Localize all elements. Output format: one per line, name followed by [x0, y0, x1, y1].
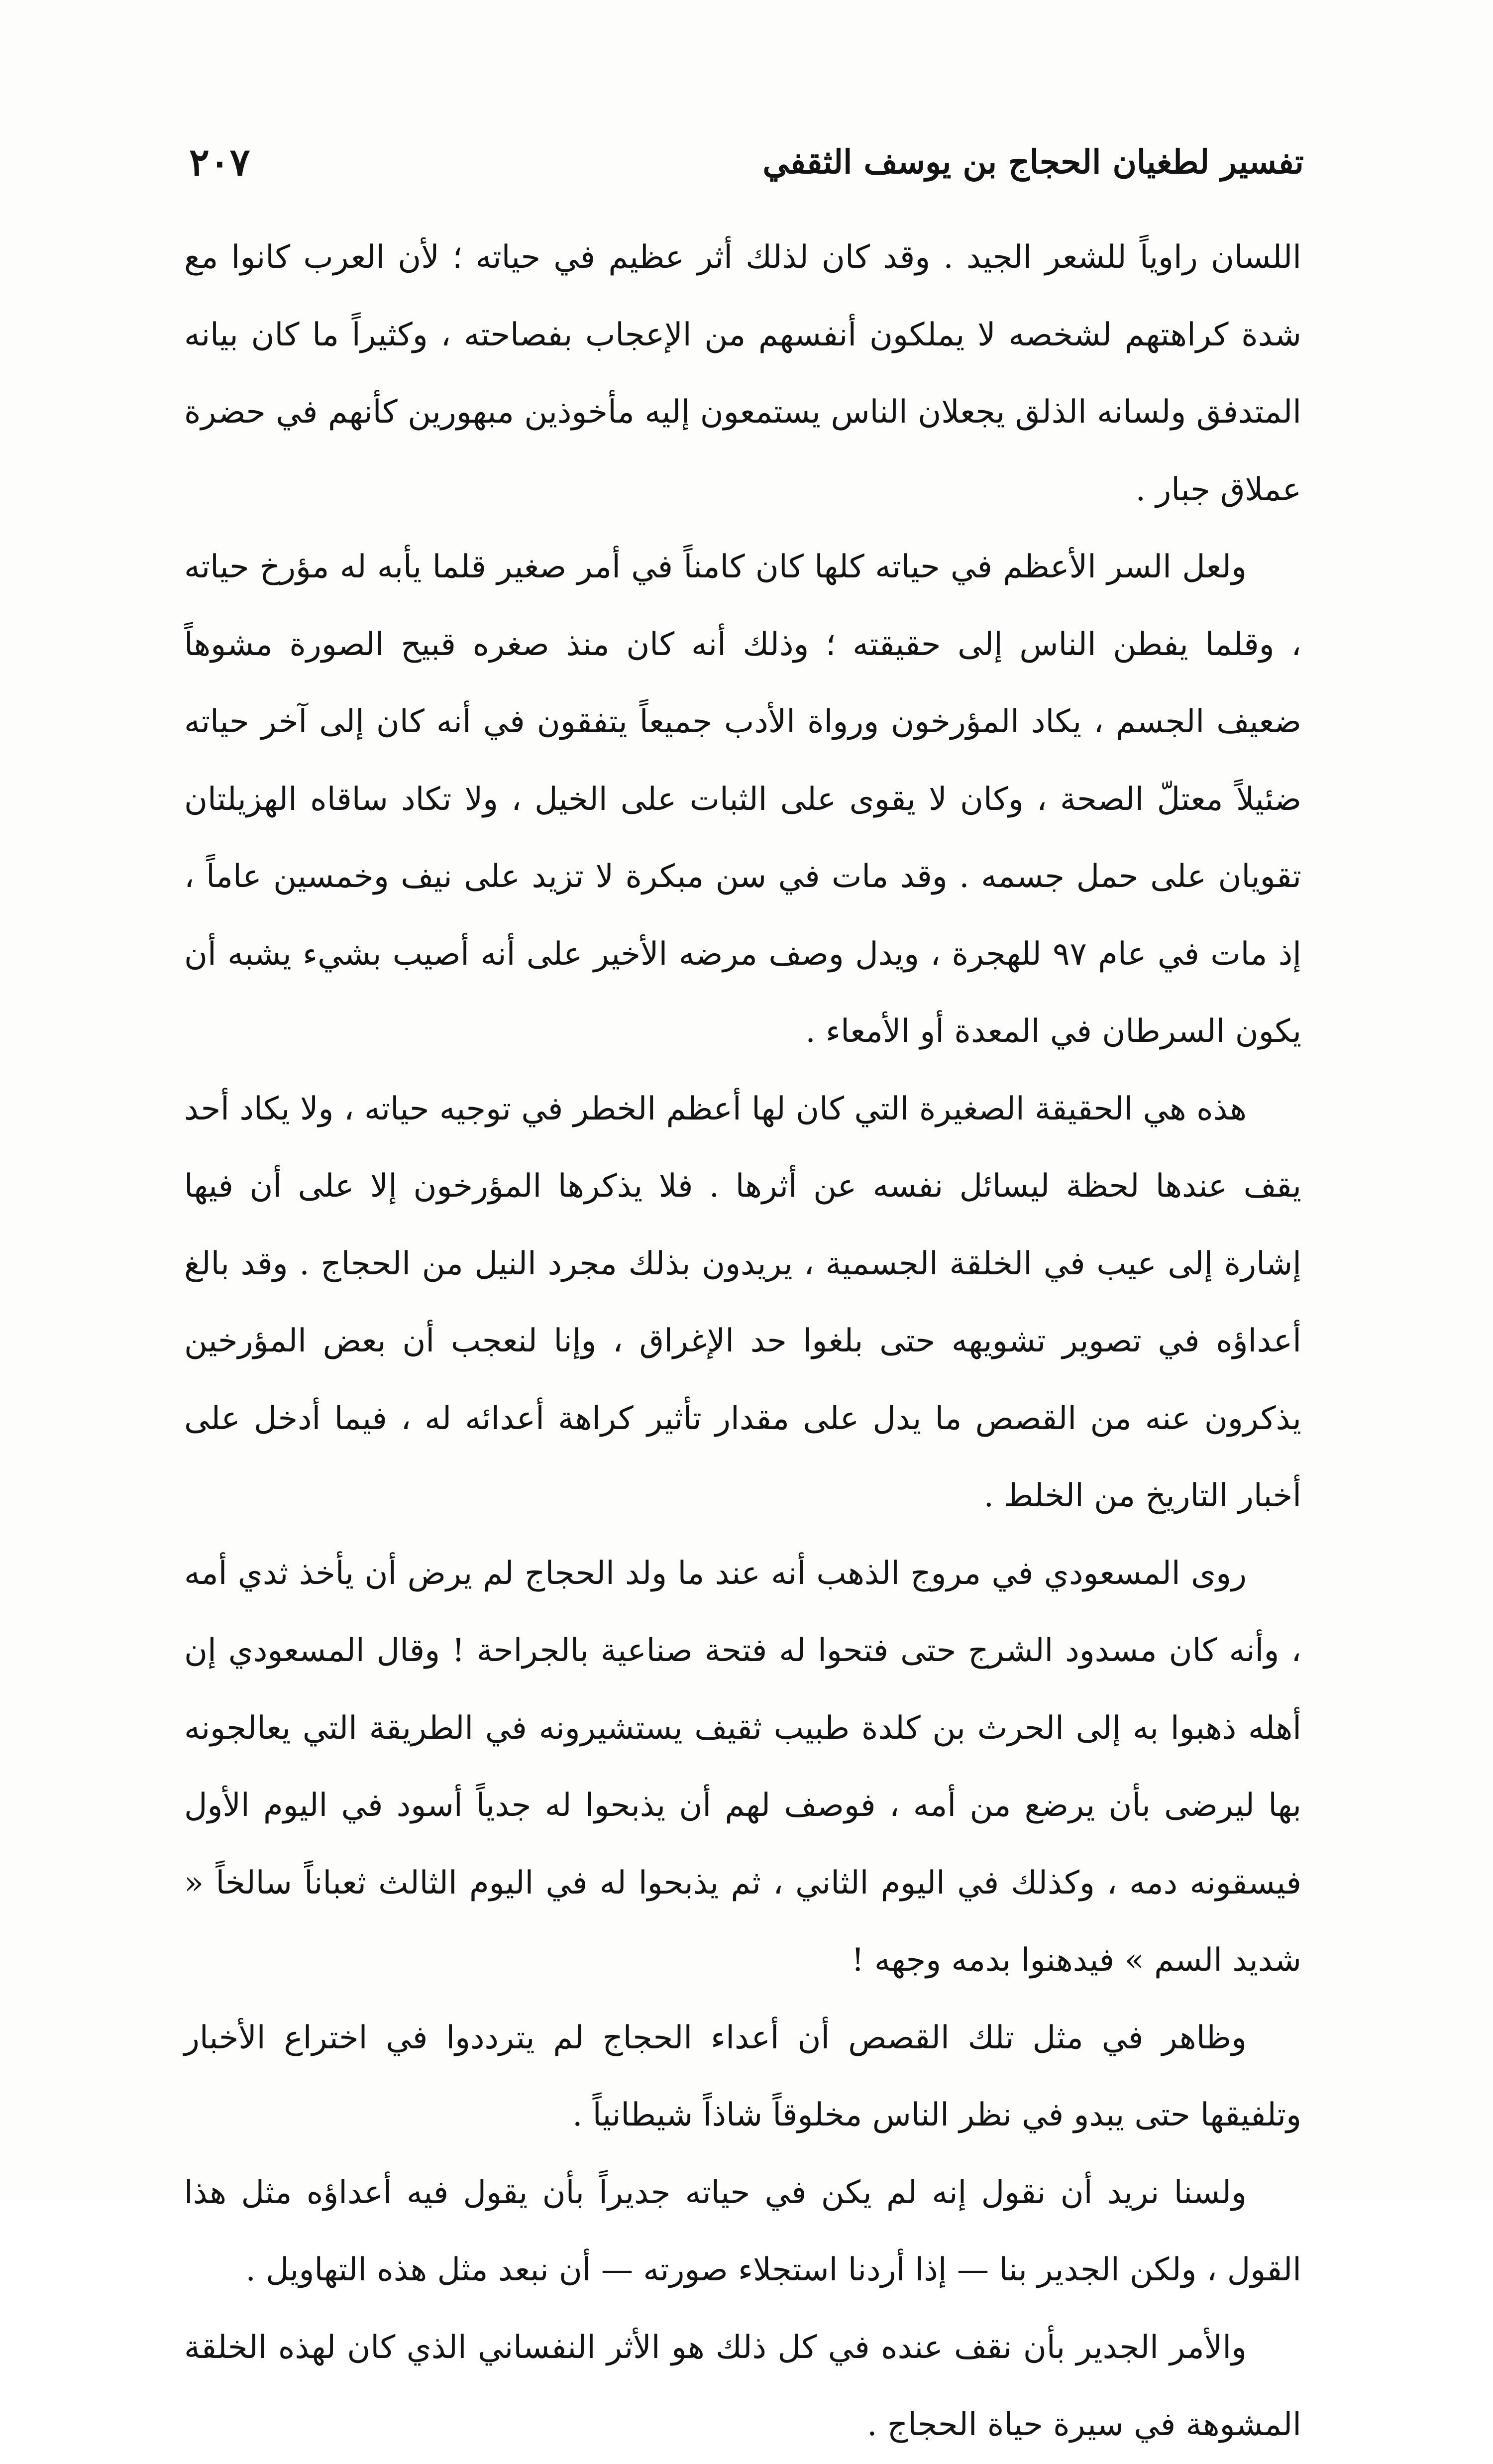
- paragraph-2: ولعل السر الأعظم في حياته كلها كان كامناً في أمر صغير قلما يأبه له مؤرخ حياته ، وقلما يفطن الناس إلى حقيقته ؛ وذلك أنه كان منذ صغره قبيح الصورة مشوهاً ضعيف الجسم ، يكاد المؤرخون ورواة الأدب جميعاً يتفقون في أنه كان إلى آخر حياته ضئيلاً معتلّ الصحة ، وكان لا يقوى على الثبات على الخيل ، ولا تكاد ساقاه الهزيلتان تقويان على حمل جسمه . وقد مات في سن مبكرة لا تزيد على نيف وخمسين عاماً ، إذ مات في عام ٩٧ للهجرة ، ويدل وصف مرضه الأخير على أنه أصيب بشيء يشبه أن يكون السرطان في المعدة أو الأمعاء .: [184, 549, 1302, 1050]
- paragraph-3: هذه هي الحقيقة الصغيرة التي كان لها أعظم الخطر في توجيه حياته ، ولا يكاد أحد يقف عندها لحظة ليسائل نفسه عن أثرها . فلا يذكرها المؤرخون إلا على أن فيها إشارة إلى عيب في الخلقة الجسمية ، يريدون بذلك مجرد النيل من الحجاج . وقد بالغ أعداؤه في تصوير تشويهه حتى بلغوا حد الإغراق ، وإنا لنعجب أن بعض المؤرخين يذكرون عنه من القصص ما يدل على مقدار تأثير كراهة أعدائه له ، فيما أدخل على أخبار التاريخ من الخلط .: [184, 1090, 1302, 1514]
- page-header: [189, 132, 1304, 192]
- paragraph-1: اللسان راوياً للشعر الجيد . وقد كان لذلك أثر عظيم في حياته ؛ لأن العرب كانوا مع شدة كراهتهم لشخصه لا يملكون أنفسهم من الإعجاب بفصاحته ، وكثيراً ما كان بيانه المتدفق ولسانه الذلق يجعلان الناس يستمعون إليه مأخوذين مبهورين كأنهم في حضرة عملاق جبار .: [184, 239, 1302, 508]
- paragraph-6: ولسنا نريد أن نقول إنه لم يكن في حياته جديراً بأن يقول فيه أعداؤه مثل هذا القول ، ولكن الجدير بنا — إذا أردنا استجلاء صورته — أن نبعد مثل هذه التهاويل .: [184, 2174, 1301, 2288]
- paragraph-4: روى المسعودي في مروج الذهب أنه عند ما ولد الحجاج لم يرض أن يأخذ ثدي أمه ، وأنه كان مسدود الشرج حتى فتحوا له فتحة صناعية بالجراحة ! وقال المسعودي إن أهله ذهبوا به إلى الحرث بن كلدة طبيب ثقيف يستشيرونه في الطريقة التي يعالجونه بها ليرضى بأن يرضع من أمه ، فوصف لهم أن يذبحوا له جدياً أسود في اليوم الأول فيسقونه دمه ، وكذلك في اليوم الثاني ، ثم يذبحوا له في اليوم الثالث ثعباناً سالخاً « شديد السم » فيدهنوا بدمه وجهه !: [184, 1555, 1302, 1979]
- paragraph-5: وظاهر في مثل تلك القصص أن أعداء الحجاج لم يترددوا في اختراع الأخبار وتلفيقها حتى يبدو في نظر الناس مخلوقاً شاذاً شيطانياً .: [184, 2019, 1301, 2133]
- running-title: تفسير لطغيان الحجاج بن يوسف الثقفي: [762, 142, 1304, 181]
- page-number: ٢٠٧: [189, 139, 250, 184]
- paragraph-7: والأمر الجدير بأن نقف عنده في كل ذلك هو الأثر النفساني الذي كان لهذه الخلقة المشوهة في سيرة حياة الحجاج .: [184, 2329, 1301, 2443]
- body-text: [184, 219, 1301, 2464]
